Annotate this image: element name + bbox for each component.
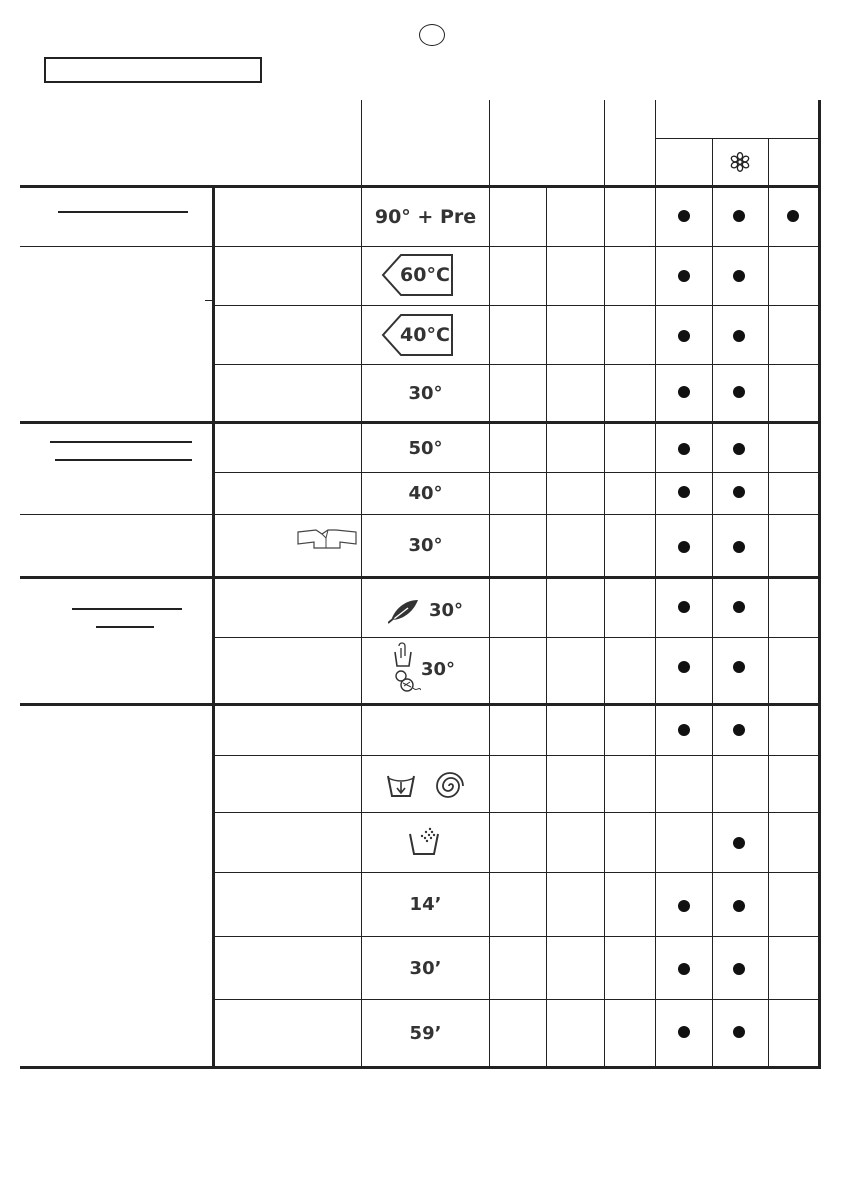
feather-icon <box>388 596 422 624</box>
row-separator <box>214 637 820 638</box>
rinse-icon <box>408 826 440 856</box>
time-59: 59’ <box>409 1022 442 1044</box>
shirt-icon <box>296 528 358 550</box>
row-separator <box>214 812 820 813</box>
temp-tag-60-label: 60°C <box>400 264 450 286</box>
option-dot <box>678 963 690 975</box>
group-divider-3 <box>20 703 820 706</box>
option-dot <box>678 601 690 613</box>
option-dot <box>733 661 745 673</box>
row-separator <box>214 305 820 306</box>
group-heading-rule <box>58 211 188 213</box>
time-14: 14’ <box>409 894 442 915</box>
option-dot <box>733 601 745 613</box>
option-dot <box>733 963 745 975</box>
group-heading-rule <box>55 459 192 461</box>
col-divider <box>768 138 769 1066</box>
col-divider <box>655 100 656 1066</box>
group-heading-rule <box>50 441 192 443</box>
table-right-border <box>818 100 821 1069</box>
option-dot <box>733 486 745 498</box>
option-dot <box>733 541 745 553</box>
col-divider <box>604 100 605 1066</box>
group-heading-rule <box>72 608 182 610</box>
option-dot <box>678 330 690 342</box>
col-divider <box>712 138 713 1066</box>
wash-symbol-50: 50° <box>408 437 443 459</box>
row-separator <box>214 755 820 756</box>
option-dot <box>733 900 745 912</box>
option-dot <box>678 443 690 455</box>
group-divider-2 <box>20 576 820 579</box>
option-dot <box>733 210 745 222</box>
option-dot <box>678 210 690 222</box>
header-sub-rule <box>656 138 820 139</box>
wash-symbol-90-pre: 90° + Pre <box>374 206 477 228</box>
temp-tag-40-label: 40°C <box>400 324 450 346</box>
option-dot <box>678 1026 690 1038</box>
option-dot <box>733 443 745 455</box>
flower-icon <box>729 151 751 173</box>
wash-symbol-30-wool: 30° <box>420 658 456 680</box>
group-col-divider <box>212 185 215 1069</box>
section-title-box <box>44 57 262 83</box>
col-divider <box>489 100 490 1069</box>
group-heading-rule <box>96 626 154 628</box>
wash-symbol-30-shirts: 30° <box>408 535 443 556</box>
row-separator <box>214 364 820 365</box>
row-separator <box>20 246 820 247</box>
row-separator <box>214 936 820 937</box>
option-dot <box>678 541 690 553</box>
option-dot <box>733 330 745 342</box>
option-dot <box>678 900 690 912</box>
wash-symbol-30-delicate: 30° <box>428 599 464 621</box>
option-dot <box>787 210 799 222</box>
row-separator <box>214 872 820 873</box>
option-dot <box>678 386 690 398</box>
tick-mark <box>205 300 214 301</box>
option-dot <box>733 837 745 849</box>
option-dot <box>733 1026 745 1038</box>
wash-symbol-30: 30° <box>408 382 443 404</box>
option-dot <box>733 724 745 736</box>
row-separator <box>214 999 820 1000</box>
option-dot <box>678 661 690 673</box>
col-divider <box>546 188 547 1066</box>
option-dot <box>678 270 690 282</box>
handwash-wool-icon <box>387 642 421 698</box>
temp-tag-40 <box>381 313 455 357</box>
option-dot <box>733 270 745 282</box>
table-bottom-rule <box>20 1066 820 1069</box>
time-30: 30’ <box>409 957 442 979</box>
language-badge <box>419 24 445 46</box>
wash-symbol-40: 40° <box>408 483 443 504</box>
drain-spin-icon <box>385 770 467 802</box>
option-dot <box>678 486 690 498</box>
row-separator <box>214 472 820 473</box>
option-dot <box>733 386 745 398</box>
option-dot <box>678 724 690 736</box>
temp-tag-60 <box>381 253 455 297</box>
